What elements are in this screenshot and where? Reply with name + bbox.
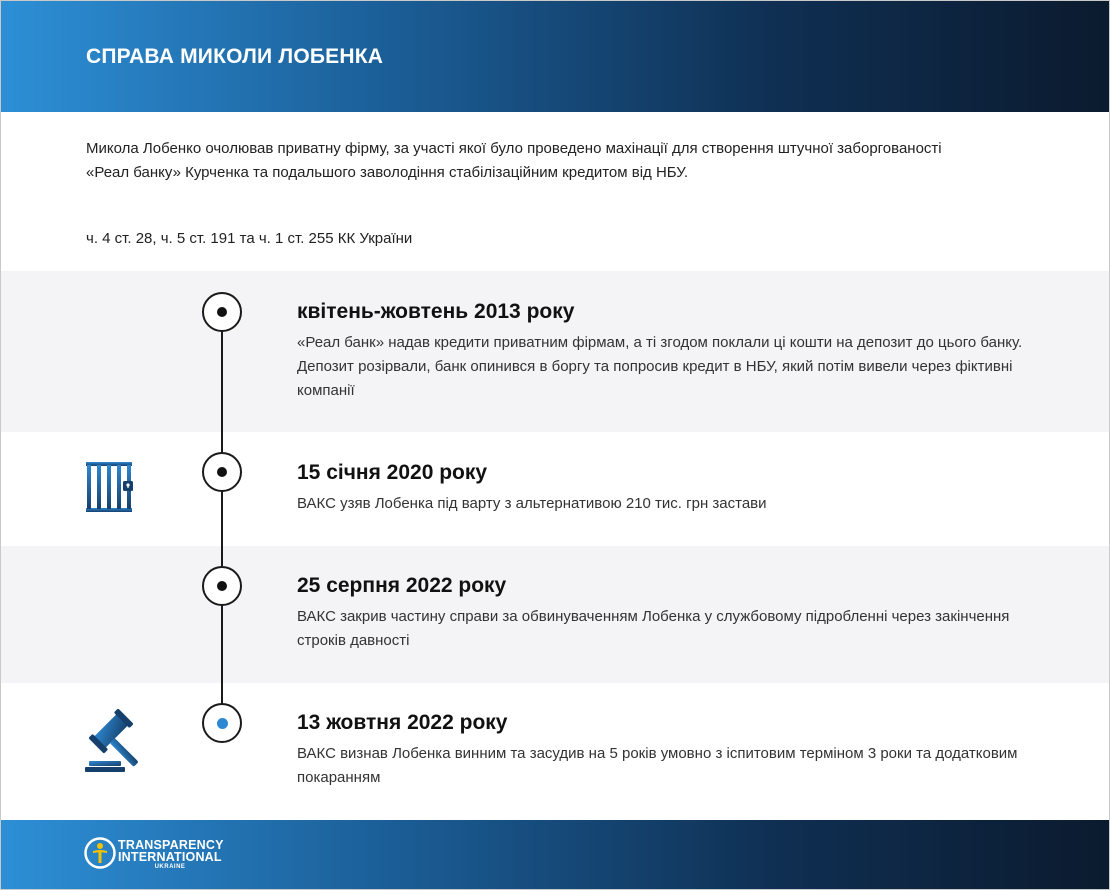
timeline-band-2 — [1, 432, 1110, 546]
intro-paragraph: Микола Лобенко очолював приватну фірму, за участі якої було проведено махінації для створення штучної заборгованості «Реал банку» Курченка та подальшого заволодіння стабілізаційним кредитом від НБУ. — [86, 140, 942, 181]
timeline-node — [202, 566, 242, 606]
header-banner — [1, 1, 1110, 112]
event-description: ВАКС визнав Лобенка винним та засудив на 5 років умовно з іспитовим терміном 3 роки та додатковим покаранням — [297, 745, 1018, 786]
timeline-node — [202, 452, 242, 492]
event-date: 15 січня 2020 року — [297, 461, 488, 484]
logo-line-1: TRANSPARENCY — [118, 838, 224, 852]
timeline-node-current — [202, 703, 242, 743]
event-description: «Реал банк» надав кредити приватним фірмам, а ті згодом поклали ці кошти на депозит до цього банку. Депозит розірвали, банк опинився в боргу та попросив кредит в НБУ, який потім вивели через фіктивні компанії — [297, 334, 1023, 399]
footer-logo — [118, 839, 224, 871]
event-date: 25 серпня 2022 року — [297, 574, 507, 597]
gavel-icon — [83, 709, 151, 773]
page-title: СПРАВА МИКОЛИ ЛОБЕНКА — [86, 45, 384, 68]
prison-bars-icon — [85, 461, 135, 515]
event-description: ВАКС узяв Лобенка під варту з альтернативою 210 тис. грн застави — [297, 495, 767, 512]
event-date: 13 жовтня 2022 року — [297, 711, 508, 734]
timeline-line — [221, 312, 223, 722]
event-description: ВАКС закрив частину справи за обвинуваченням Лобенка у службовому підробленні через закінчення строків давності — [297, 608, 1010, 649]
event-date: квітень-жовтень 2013 року — [297, 300, 575, 323]
criminal-code-articles: ч. 4 ст. 28, ч. 5 ст. 191 та ч. 1 ст. 255 КК України — [86, 230, 413, 247]
logo-line-3: UKRAINE — [154, 864, 186, 870]
transparency-international-logo-icon — [84, 837, 116, 869]
timeline-node — [202, 292, 242, 332]
logo-line-2: INTERNATIONAL — [118, 850, 222, 864]
